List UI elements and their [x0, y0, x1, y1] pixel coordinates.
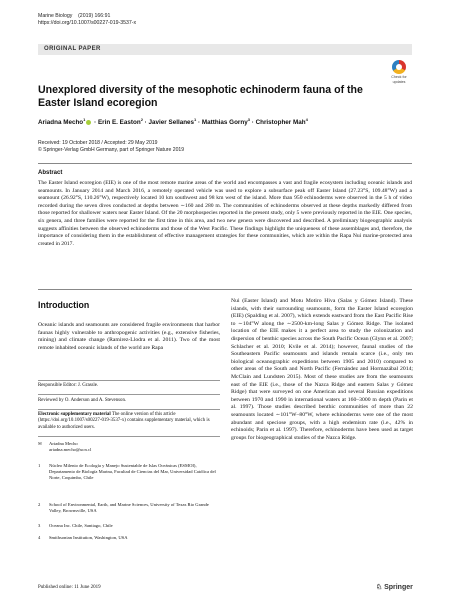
divider: [38, 289, 412, 290]
affiliation: 3 Oceana Inc. Chile, Santiago, Chile: [38, 523, 113, 528]
check-updates-icon: [392, 60, 406, 74]
copyright: © Springer-Verlag GmbH Germany, part of Springer Nature 2019: [38, 146, 185, 153]
author-list: Ariadna Mecho$^1$ · Erin E. Easton$^2$ · Javier Sellanes$^1$ · Matthias Gorny$^3$ · Christopher Mah$^4$: [38, 117, 308, 127]
responsible-editor: Responsible Editor: J. Grassle.: [38, 383, 99, 388]
springer-horse-icon: ♘: [376, 584, 383, 591]
author[interactable]: Christopher Mah$^4$: [255, 117, 308, 127]
paper-type: ORIGINAL PAPER: [44, 46, 101, 52]
corresponding-author: [38, 441, 220, 453]
check-updates-line2: updates: [392, 80, 406, 84]
reviewers: Reviewed by O. Anderson and A. Stevenson.: [38, 398, 127, 403]
supplementary-label: Electronic supplementary material: [38, 412, 111, 417]
article-dates: [38, 140, 184, 154]
section-heading-introduction: Introduction: [38, 300, 90, 310]
footnote-divider: [38, 394, 220, 395]
supplementary-text[interactable]: The online version of this article (https://doi.org/10.1007/s00227-019-3537-x) contains supplementary material, which is available to authorized users.: [38, 412, 210, 430]
published-online: Published online: 11 June 2019: [38, 585, 101, 590]
envelope-icon: ✉: [38, 441, 42, 446]
intro-paragraph-col1: Oceanic islands and seamounts are considered fragile environments that harbor faunas highly vulnerable to anthropogenic activities (e.g., extensive fisheries, mining) and climate change (Ramirez-Llodra et al. 2011). Two of the most remote inhabited oceanic islands of the world are Rapa: [38, 322, 220, 351]
corresponding-email[interactable]: ariadna.mecho@ucn.cl: [49, 446, 92, 452]
journal-citation: (2019) 166:91: [78, 13, 111, 19]
journal-header: [38, 13, 136, 26]
author[interactable]: Javier Sellanes$^1$: [148, 117, 197, 127]
author[interactable]: Matthias Gorny$^3$: [201, 117, 250, 127]
divider: [38, 163, 412, 164]
supplementary-note: [38, 412, 220, 431]
footnote-divider: [38, 436, 220, 437]
orcid-icon[interactable]: [86, 120, 91, 125]
footnote-divider: [38, 409, 220, 410]
footnote-divider: [38, 380, 220, 381]
affiliation: 4 Smithsonian Institution, Washington, USA: [38, 535, 128, 540]
publisher-logo: ♘ Springer: [376, 584, 413, 591]
author[interactable]: Ariadna Mecho$^1$: [38, 117, 86, 127]
abstract-text: The Easter Island ecoregion (EIE) is one of the most remote marine areas of the world and encompasses a vast and fragile ecosystem including oceanic islands and seamounts. In January 2014 and March 2016, a remotely operated vehicle was used to explore a subsurface peak off Easter Island (27.23°S, 109.48°W) and a seamount (26.92°S, 110.26°W), respectively located 10 km southwest and 98 km west of the island. More than 950 echinoderms were observed in the 5 h of video recorded during the seven dives conducted at depths between ∼160 and 280 m. The communities of echinoderms observed at these depths markedly differed from those reported for shallower waters near Easter Island. Of the 20 morphospecies reported in the present study, only 5 were previously reported in the EIE. One species, six genera, and three families were reported for the first time in this area, and two new genera were discovered and described. A preliminary biogeographic analysis suggests affinities between the observed echinoderms and those of the West Pacific. These findings highlight the uniqueness of these assemblages and, therefore, the importance of considering them in the establishment of effective management strategies for these communities, which are within the Rapa Nui marine-protected area created in 2017.: [38, 180, 412, 247]
corresponding-name: Ariadna Mecho: [49, 441, 78, 446]
check-for-updates-button[interactable]: [388, 60, 410, 84]
check-updates-line1: Check for: [391, 75, 407, 79]
paper-title: Unexplored diversity of the mesophotic echinoderm fauna of the Easter Island ecoregion: [38, 84, 363, 109]
abstract-heading: Abstract: [38, 170, 63, 176]
intro-paragraph-col2: Nui (Easter Island) and Motu Motiro Hiva (Salas y Gómez Island). These islands, with their surrounding seamounts, form the Easter Island ecoregion (EIE) (Spalding et al. 2007), which extends eastward from the East Pacific Rise to ∼104°W along the ∼2500-km-long Salas y Gómez Ridge. The isolated location of the EIE makes it a perfect area to study the colonization and dispersion of benthic species across the South Pacific Ocean (Glynn et al. 2007; Schlacher et al. 2010; Kvile et al. 2014); however, faunal studies of the Southeastern Pacific seamounts and islands remain scarce (i.e., only ten biological oceanographic expeditions between 1905 and 2010) compared to other areas of the South and North Pacific (Fernández and Hormazábal 2014; McClain and Lundsten 2015). Most of these studies are from the seamounts east of the EIE (i.e., those of the Nazca Ridge and eastern Salas y Gómez Ridge) that were surveyed on one American and several Russian expeditions between 1970 and 1990 in international waters at 160–3000 m depth (Parin et al. 1997). Those studies described benthic communities of more than 22 seamounts located ∼101°W–80°W, where echinoderms were one of the most abundant and speciose groups, with a high endemism rate (i.e., 42% in echinoids; Parin et al. 1997). Therefore, echinoderms have been used as target groups for biogeographical studies of the Nazca Ridge.: [231, 298, 413, 441]
received-accepted: Received: 19 October 2018 / Accepted: 29 May 2019: [38, 140, 158, 146]
journal-name: Marine Biology: [38, 13, 73, 19]
author[interactable]: Erin E. Easton$^2$: [97, 117, 143, 127]
doi-link[interactable]: https://doi.org/10.1007/s00227-019-3537-x: [38, 19, 137, 26]
affiliation: 2 School of Environmental, Earth, and Marine Sciences, University of Texas Rio Grande Valley, Brownsville, USA: [38, 502, 209, 513]
affiliation: 1 Núcleo Milenio de Ecología y Manejo Sustentable de Islas Oceánicas (ESMOI), Departamento de Biología Marina, Facultad de Ciencias del Mar, Universidad Católica del Norte, Coquimbo, Chile: [38, 463, 216, 480]
